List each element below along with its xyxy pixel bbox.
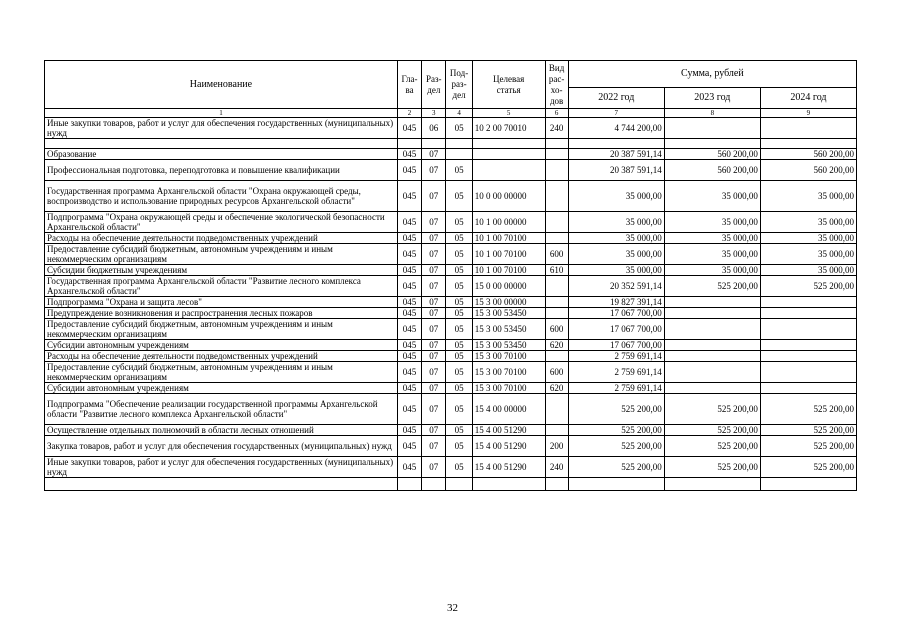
- page-number: 32: [447, 602, 458, 614]
- header-name: Наименование: [45, 61, 398, 109]
- table-row: [45, 244, 857, 265]
- cell-amount-2022: 20 352 591,14: [568, 276, 664, 297]
- cell-amount-2022: 17 067 700,00: [568, 319, 664, 340]
- header-row: [45, 61, 857, 88]
- cell-amount-2022: 4 744 200,00: [568, 118, 664, 139]
- cell-amount-2022: 20 387 591,14: [568, 149, 664, 160]
- cell-amount-2022: 20 387 591,14: [568, 160, 664, 181]
- cell-target: 15 3 00 70100: [472, 362, 545, 383]
- cell-razdel: 06: [422, 118, 446, 139]
- table-row: [45, 149, 857, 160]
- cell-vid: 600: [545, 244, 568, 265]
- cell-podrazdel: 05: [446, 351, 472, 362]
- cell-podrazdel: 05: [446, 436, 472, 457]
- cell-podrazdel: 05: [446, 160, 472, 181]
- cell-amount-2023: [664, 297, 760, 308]
- cell-amount-2023: 35 000,00: [664, 212, 760, 233]
- cell-vid: [545, 308, 568, 319]
- cell-amount-2024: [760, 383, 856, 394]
- cell-amount-2022: 2 759 691,14: [568, 383, 664, 394]
- cell-podrazdel: 05: [446, 276, 472, 297]
- cell-glava: 045: [397, 212, 421, 233]
- cell-glava: 045: [397, 233, 421, 244]
- cell-podrazdel: 05: [446, 118, 472, 139]
- cell-podrazdel: 05: [446, 308, 472, 319]
- cell-name: Предоставление субсидий бюджетным, автономным учреждениям и иным некоммерческим организациям: [45, 244, 398, 265]
- cell-vid: [545, 276, 568, 297]
- cell-razdel: 07: [422, 233, 446, 244]
- cell-razdel: 07: [422, 160, 446, 181]
- cell-amount-2023: 560 200,00: [664, 149, 760, 160]
- cell-name: Подпрограмма "Обеспечение реализации государственной программы Архангельской области "Развитие лесного комплекса Архангельской области": [45, 394, 398, 425]
- header-target: Целевая статья: [472, 61, 545, 109]
- cell-vid: 600: [545, 319, 568, 340]
- cell-name: Профессиональная подготовка, переподготовка и повышение квалификации: [45, 160, 398, 181]
- cell-amount-2024: [760, 118, 856, 139]
- cell-amount-2022: 525 200,00: [568, 394, 664, 425]
- table-row: [45, 340, 857, 351]
- table-row: [45, 276, 857, 297]
- cell-target: 10 0 00 00000: [472, 181, 545, 212]
- empty-cell: [545, 139, 568, 149]
- table-row: [45, 362, 857, 383]
- cell-amount-2024: 525 200,00: [760, 436, 856, 457]
- cell-amount-2024: 525 200,00: [760, 276, 856, 297]
- cell-glava: 045: [397, 308, 421, 319]
- cell-amount-2022: 525 200,00: [568, 457, 664, 478]
- header-year-2022: 2022 год: [568, 88, 664, 109]
- cell-glava: 045: [397, 319, 421, 340]
- cell-amount-2024: 560 200,00: [760, 160, 856, 181]
- cell-glava: 045: [397, 276, 421, 297]
- cell-amount-2022: 525 200,00: [568, 425, 664, 436]
- empty-cell: [545, 478, 568, 491]
- cell-glava: 045: [397, 383, 421, 394]
- header-podrazdel: Под- раз- дел: [446, 61, 472, 109]
- cell-name: Расходы на обеспечение деятельности подведомственных учреждений: [45, 351, 398, 362]
- cell-podrazdel: 05: [446, 233, 472, 244]
- empty-cell: [568, 139, 664, 149]
- col-number: 3: [422, 109, 446, 118]
- empty-cell: [472, 478, 545, 491]
- cell-target: 10 1 00 00000: [472, 212, 545, 233]
- cell-name: Предоставление субсидий бюджетным, автономным учреждениям и иным некоммерческим организациям: [45, 319, 398, 340]
- cell-amount-2024: [760, 362, 856, 383]
- table-row: [45, 319, 857, 340]
- cell-name: Государственная программа Архангельской области "Охрана окружающей среды, воспроизводство и использование природных ресурсов Архангельской области": [45, 181, 398, 212]
- cell-name: Подпрограмма "Охрана окружающей среды и обеспечение экологической безопасности Архангельской области": [45, 212, 398, 233]
- cell-amount-2024: [760, 308, 856, 319]
- col-number: 5: [472, 109, 545, 118]
- empty-cell: [45, 478, 398, 491]
- cell-amount-2023: 525 200,00: [664, 394, 760, 425]
- cell-amount-2024: 35 000,00: [760, 181, 856, 212]
- header-year-2023: 2023 год: [664, 88, 760, 109]
- cell-amount-2024: [760, 297, 856, 308]
- cell-razdel: 07: [422, 297, 446, 308]
- cell-amount-2024: 525 200,00: [760, 394, 856, 425]
- table-row: [45, 383, 857, 394]
- cell-name: Образование: [45, 149, 398, 160]
- empty-cell: [446, 478, 472, 491]
- cell-razdel: 07: [422, 362, 446, 383]
- cell-target: 10 1 00 70100: [472, 233, 545, 244]
- table-row: [45, 351, 857, 362]
- empty-cell: [472, 139, 545, 149]
- cell-razdel: 07: [422, 394, 446, 425]
- cell-podrazdel: 05: [446, 181, 472, 212]
- cell-amount-2023: [664, 383, 760, 394]
- table-row: [45, 394, 857, 425]
- cell-razdel: 07: [422, 351, 446, 362]
- cell-glava: 045: [397, 244, 421, 265]
- cell-amount-2023: 525 200,00: [664, 457, 760, 478]
- cell-razdel: 07: [422, 383, 446, 394]
- budget-table: [44, 60, 857, 491]
- cell-vid: 240: [545, 457, 568, 478]
- cell-razdel: 07: [422, 436, 446, 457]
- cell-vid: 620: [545, 383, 568, 394]
- cell-podrazdel: 05: [446, 340, 472, 351]
- header-year-2024: 2024 год: [760, 88, 856, 109]
- cell-amount-2022: 35 000,00: [568, 181, 664, 212]
- cell-name: Расходы на обеспечение деятельности подведомственных учреждений: [45, 233, 398, 244]
- cell-target: 15 4 00 51290: [472, 425, 545, 436]
- col-number: 2: [397, 109, 421, 118]
- cell-podrazdel: 05: [446, 383, 472, 394]
- empty-cell: [422, 139, 446, 149]
- cell-target: 15 4 00 51290: [472, 457, 545, 478]
- cell-amount-2024: 35 000,00: [760, 244, 856, 265]
- cell-podrazdel: 05: [446, 244, 472, 265]
- cell-target: 10 1 00 70100: [472, 265, 545, 276]
- cell-name: Подпрограмма "Охрана и защита лесов": [45, 297, 398, 308]
- table-row: [45, 160, 857, 181]
- cell-target: 10 2 00 70010: [472, 118, 545, 139]
- cell-vid: [545, 425, 568, 436]
- empty-cell: [422, 478, 446, 491]
- blank-row: [45, 478, 857, 491]
- cell-glava: 045: [397, 160, 421, 181]
- table-row: [45, 425, 857, 436]
- column-number-row: [45, 109, 857, 118]
- table-row: [45, 181, 857, 212]
- cell-target: [472, 160, 545, 181]
- header-glava: Гла- ва: [397, 61, 421, 109]
- cell-vid: [545, 233, 568, 244]
- cell-amount-2022: 35 000,00: [568, 244, 664, 265]
- cell-amount-2023: [664, 362, 760, 383]
- header-razdel: Раз- дел: [422, 61, 446, 109]
- empty-cell: [446, 139, 472, 149]
- empty-cell: [760, 478, 856, 491]
- table-row: [45, 265, 857, 276]
- cell-amount-2022: 2 759 691,14: [568, 362, 664, 383]
- cell-podrazdel: 05: [446, 394, 472, 425]
- cell-target: 15 4 00 51290: [472, 436, 545, 457]
- cell-target: 15 3 00 70100: [472, 383, 545, 394]
- cell-target: [472, 149, 545, 160]
- col-number: 1: [45, 109, 398, 118]
- empty-cell: [397, 478, 421, 491]
- table-row: [45, 436, 857, 457]
- cell-podrazdel: 05: [446, 457, 472, 478]
- cell-glava: 045: [397, 351, 421, 362]
- cell-glava: 045: [397, 457, 421, 478]
- table-row: [45, 212, 857, 233]
- cell-amount-2024: [760, 351, 856, 362]
- cell-name: Субсидии автономным учреждениям: [45, 383, 398, 394]
- cell-amount-2023: [664, 351, 760, 362]
- cell-amount-2023: [664, 308, 760, 319]
- cell-target: 15 3 00 53450: [472, 340, 545, 351]
- cell-name: Осуществление отдельных полномочий в области лесных отношений: [45, 425, 398, 436]
- table-row: [45, 233, 857, 244]
- table-row: [45, 308, 857, 319]
- cell-amount-2023: 525 200,00: [664, 425, 760, 436]
- cell-podrazdel: 05: [446, 265, 472, 276]
- cell-podrazdel: 05: [446, 362, 472, 383]
- cell-name: Закупка товаров, работ и услуг для обеспечения государственных (муниципальных) нужд: [45, 436, 398, 457]
- cell-glava: 045: [397, 118, 421, 139]
- cell-razdel: 07: [422, 149, 446, 160]
- cell-amount-2022: 2 759 691,14: [568, 351, 664, 362]
- cell-razdel: 07: [422, 340, 446, 351]
- cell-amount-2023: [664, 319, 760, 340]
- cell-name: Государственная программа Архангельской области "Развитие лесного комплекса Архангельской области": [45, 276, 398, 297]
- cell-target: 15 0 00 00000: [472, 276, 545, 297]
- cell-glava: 045: [397, 394, 421, 425]
- cell-vid: 620: [545, 340, 568, 351]
- blank-row: [45, 139, 857, 149]
- cell-amount-2022: 35 000,00: [568, 212, 664, 233]
- cell-amount-2022: 525 200,00: [568, 436, 664, 457]
- cell-target: 15 4 00 00000: [472, 394, 545, 425]
- cell-razdel: 07: [422, 457, 446, 478]
- cell-podrazdel: 05: [446, 319, 472, 340]
- cell-glava: 045: [397, 149, 421, 160]
- header-sum: Сумма, рублей: [568, 61, 856, 88]
- empty-cell: [568, 478, 664, 491]
- cell-amount-2024: 35 000,00: [760, 212, 856, 233]
- empty-cell: [45, 139, 398, 149]
- cell-amount-2023: 525 200,00: [664, 436, 760, 457]
- cell-razdel: 07: [422, 244, 446, 265]
- cell-amount-2023: 35 000,00: [664, 233, 760, 244]
- cell-amount-2024: 35 000,00: [760, 265, 856, 276]
- cell-vid: 240: [545, 118, 568, 139]
- cell-amount-2024: [760, 340, 856, 351]
- cell-amount-2022: 17 067 700,00: [568, 308, 664, 319]
- cell-amount-2023: 560 200,00: [664, 160, 760, 181]
- table-body: [45, 118, 857, 491]
- empty-cell: [664, 478, 760, 491]
- col-number: 4: [446, 109, 472, 118]
- cell-razdel: 07: [422, 212, 446, 233]
- cell-glava: 045: [397, 340, 421, 351]
- cell-amount-2024: 525 200,00: [760, 425, 856, 436]
- cell-vid: 610: [545, 265, 568, 276]
- budget-sheet: [44, 60, 857, 491]
- cell-podrazdel: 05: [446, 212, 472, 233]
- col-number: 6: [545, 109, 568, 118]
- cell-name: Иные закупки товаров, работ и услуг для обеспечения государственных (муниципальных) нужд: [45, 118, 398, 139]
- table-row: [45, 297, 857, 308]
- cell-vid: [545, 212, 568, 233]
- cell-name: Субсидии автономным учреждениям: [45, 340, 398, 351]
- cell-amount-2023: 35 000,00: [664, 265, 760, 276]
- cell-name: Субсидии бюджетным учреждениям: [45, 265, 398, 276]
- cell-target: 15 3 00 00000: [472, 297, 545, 308]
- cell-amount-2024: [760, 319, 856, 340]
- cell-target: 15 3 00 53450: [472, 319, 545, 340]
- cell-vid: [545, 394, 568, 425]
- cell-razdel: 07: [422, 319, 446, 340]
- cell-target: 10 1 00 70100: [472, 244, 545, 265]
- cell-razdel: 07: [422, 308, 446, 319]
- cell-glava: 045: [397, 362, 421, 383]
- cell-amount-2022: 35 000,00: [568, 233, 664, 244]
- empty-cell: [397, 139, 421, 149]
- header-vid: Вид рас- хо- дов: [545, 61, 568, 109]
- cell-vid: 200: [545, 436, 568, 457]
- col-number: 7: [568, 109, 664, 118]
- empty-cell: [664, 139, 760, 149]
- cell-razdel: 07: [422, 276, 446, 297]
- cell-amount-2023: [664, 118, 760, 139]
- cell-vid: [545, 297, 568, 308]
- cell-amount-2022: 35 000,00: [568, 265, 664, 276]
- cell-glava: 045: [397, 436, 421, 457]
- cell-amount-2024: 35 000,00: [760, 233, 856, 244]
- cell-vid: 600: [545, 362, 568, 383]
- cell-vid: [545, 181, 568, 212]
- cell-amount-2024: 560 200,00: [760, 149, 856, 160]
- col-number: 9: [760, 109, 856, 118]
- cell-vid: [545, 149, 568, 160]
- empty-cell: [760, 139, 856, 149]
- cell-glava: 045: [397, 425, 421, 436]
- cell-amount-2022: 19 827 391,14: [568, 297, 664, 308]
- cell-amount-2022: 17 067 700,00: [568, 340, 664, 351]
- cell-vid: [545, 351, 568, 362]
- cell-razdel: 07: [422, 265, 446, 276]
- cell-name: Предоставление субсидий бюджетным, автономным учреждениям и иным некоммерческим организациям: [45, 362, 398, 383]
- cell-razdel: 07: [422, 425, 446, 436]
- cell-razdel: 07: [422, 181, 446, 212]
- cell-podrazdel: [446, 149, 472, 160]
- cell-amount-2023: 525 200,00: [664, 276, 760, 297]
- cell-target: 15 3 00 70100: [472, 351, 545, 362]
- cell-amount-2023: [664, 340, 760, 351]
- cell-amount-2023: 35 000,00: [664, 181, 760, 212]
- table-row: [45, 118, 857, 139]
- cell-glava: 045: [397, 297, 421, 308]
- cell-podrazdel: 05: [446, 297, 472, 308]
- cell-glava: 045: [397, 181, 421, 212]
- col-number: 8: [664, 109, 760, 118]
- cell-amount-2023: 35 000,00: [664, 244, 760, 265]
- cell-target: 15 3 00 53450: [472, 308, 545, 319]
- cell-podrazdel: 05: [446, 425, 472, 436]
- table-row: [45, 457, 857, 478]
- cell-amount-2024: 525 200,00: [760, 457, 856, 478]
- cell-vid: [545, 160, 568, 181]
- cell-name: Предупреждение возникновения и распространения лесных пожаров: [45, 308, 398, 319]
- cell-name: Иные закупки товаров, работ и услуг для обеспечения государственных (муниципальных) нужд: [45, 457, 398, 478]
- cell-glava: 045: [397, 265, 421, 276]
